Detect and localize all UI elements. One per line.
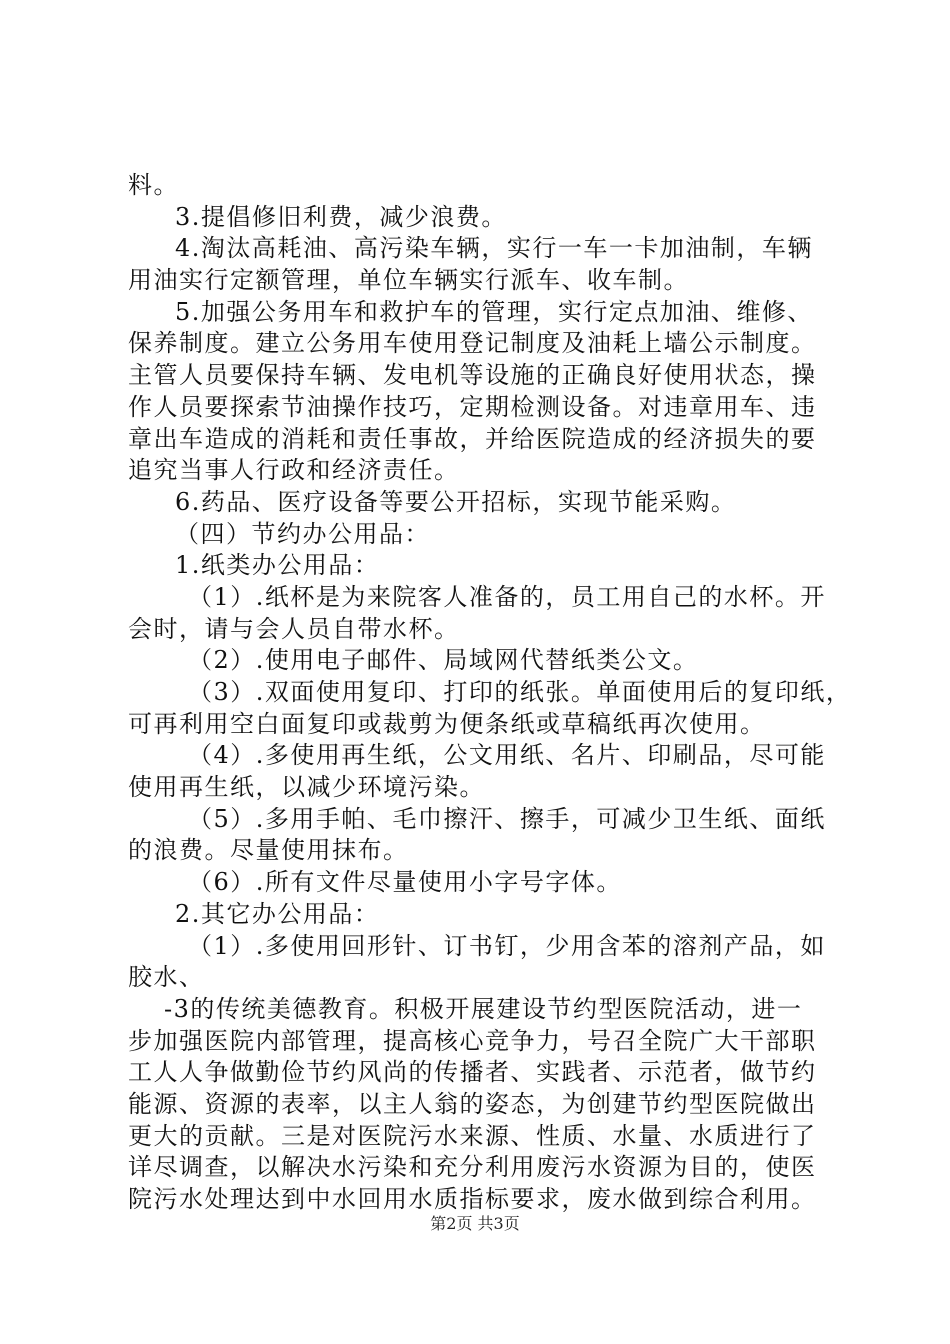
page-number-footer: 第2页 共3页: [430, 1214, 520, 1233]
text-line: （4）.多使用再生纸，公文用纸、名片、印刷品，尽可能: [188, 741, 826, 770]
text-line: 的浪费。尽量使用抹布。: [128, 836, 409, 865]
text-line: （2）.使用电子邮件、局域网代替纸类公文。: [188, 646, 699, 675]
text-line: （1）.纸杯是为来院客人准备的，员工用自己的水杯。开: [188, 582, 826, 611]
text-line: 作人员要探索节油操作技巧，定期检测设备。对违章用车、违: [128, 392, 817, 421]
text-line: 步加强医院内部管理，提高核心竞争力，号召全院广大干部职: [128, 1026, 817, 1055]
text-line: （3）.双面使用复印、打印的纸张。单面使用后的复印纸，: [188, 678, 852, 706]
text-line: 用油实行定额管理，单位车辆实行派车、收车制。: [128, 266, 689, 295]
section-heading: （四）节约办公用品：: [175, 519, 430, 548]
text-line: 详尽调查，以解决水污染和充分利用废污水资源为目的，使医: [128, 1153, 817, 1182]
text-line: 章出车造成的消耗和责任事故，并给医院造成的经济损失的要: [128, 424, 817, 453]
document-body: [128, 170, 852, 1216]
text-line: 更大的贡献。三是对医院污水来源、性质、水量、水质进行了: [128, 1121, 817, 1150]
text-line: 料。: [128, 171, 179, 199]
text-line: （6）.所有文件尽量使用小字号字体。: [188, 868, 622, 897]
text-line: 能源、资源的表率，以主人翁的姿态，为创建节约型医院做出: [128, 1089, 817, 1118]
text-line: （5）.多用手帕、毛巾擦汗、擦手，可减少卫生纸、面纸: [188, 804, 826, 833]
text-line: 4.淘汰高耗油、高污染车辆，实行一车一卡加油制，车辆: [175, 234, 813, 263]
text-line: 5.加强公务用车和救护车的管理，实行定点加油、维修、: [175, 297, 813, 326]
text-line: 会时，请与会人员自带水杯。: [128, 614, 460, 643]
text-line: 院污水处理达到中水回用水质指标要求，废水做到综合利用。: [128, 1185, 817, 1213]
text-line: -3的传统美德教育。积极开展建设节约型医院活动，进一: [164, 994, 803, 1023]
text-line: （1）.多使用回形针、订书钉，少用含苯的溶剂产品，如: [188, 931, 826, 960]
subsection-heading: 1.纸类办公用品：: [175, 551, 380, 580]
text-line: 胶水、: [128, 963, 205, 992]
text-line: 使用再生纸，以减少环境污染。: [128, 773, 485, 802]
text-line: 主管人员要保持车辆、发电机等设施的正确良好使用状态，操: [128, 361, 817, 390]
text-line: 工人人争做勤俭节约风尚的传播者、实践者、示范者，做节约: [128, 1058, 817, 1087]
text-line: 6.药品、医疗设备等要公开招标，实现节能采购。: [175, 487, 737, 516]
text-line: 可再利用空白面复印或裁剪为便条纸或草稿纸再次使用。: [128, 709, 766, 738]
subsection-heading: 2.其它办公用品：: [175, 899, 380, 928]
text-line: 3.提倡修旧利费，减少浪费。: [175, 202, 507, 231]
text-line: 追究当事人行政和经济责任。: [128, 456, 460, 485]
text-line: 保养制度。建立公务用车使用登记制度及油耗上墙公示制度。: [128, 329, 817, 358]
